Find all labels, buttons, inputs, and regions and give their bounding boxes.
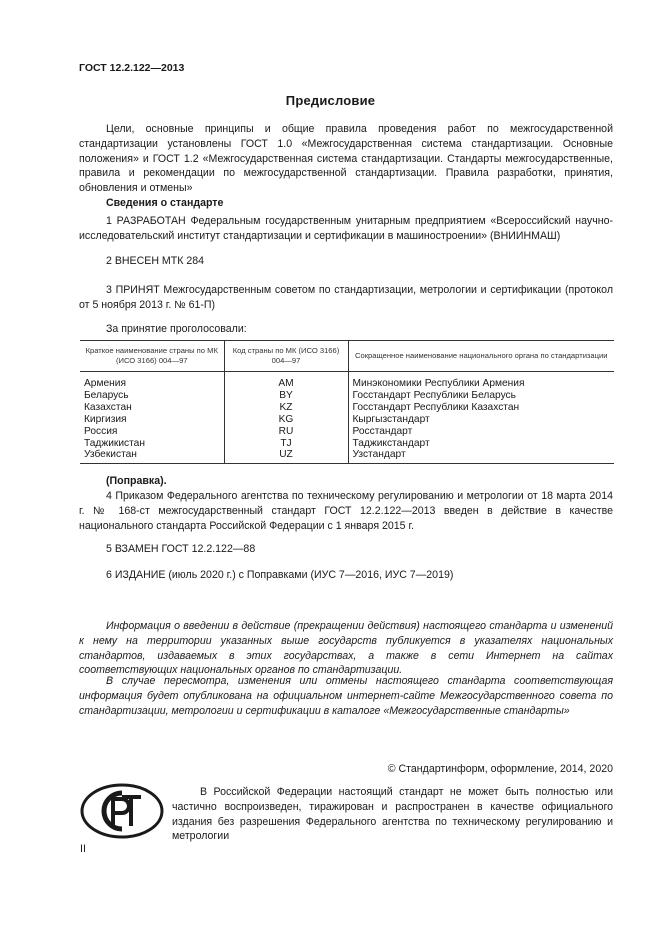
country-cell: Киргизия bbox=[84, 413, 127, 425]
code-cell: BY bbox=[224, 390, 348, 402]
intro-paragraph: Цели, основные принципы и общие правила проведения работ по межгосударственной стандартизации установлены ГОСТ 1.0 «Межгосударственная система стандартизации. Основные положения» и ГОСТ 1.2 «Межгосударственная система стандартизации. Стандарты межгосударственные, правила и рекомендации по межгосударственной стандартизации. Правила разработки, принятия, обновления и отмены» bbox=[79, 123, 613, 195]
item-1-developed: 1 РАЗРАБОТАН Федеральным государственным унитарным предприятием «Всероссийский научно-исследовательский институт стандартизации и сертификации в машиностроении» (ВНИИНМАШ) bbox=[79, 215, 613, 242]
item-3-adopted: 3 ПРИНЯТ Межгосударственным советом по стандартизации, метрологии и сертификации (протокол от 5 ноября 2013 г. № 61-П) bbox=[79, 284, 613, 311]
code-cell: KZ bbox=[224, 402, 348, 414]
body-cell: Госстандарт Республики Беларусь bbox=[348, 390, 614, 402]
body-cell: Госстандарт Республики Казахстан bbox=[348, 402, 614, 414]
table-row bbox=[80, 390, 614, 402]
country-cell: Таджикистан bbox=[84, 437, 145, 449]
table-row bbox=[80, 402, 614, 414]
body-cell: Таджикстандарт bbox=[348, 438, 614, 450]
code-cell: AM bbox=[224, 372, 348, 390]
code-cell: RU bbox=[224, 426, 348, 438]
table-row bbox=[80, 449, 614, 463]
page-number: II bbox=[80, 843, 86, 855]
country-cell: Беларусь bbox=[84, 389, 129, 401]
body-cell: Кыргызстандарт bbox=[348, 414, 614, 426]
table-row bbox=[80, 372, 614, 390]
rf-copyright-note: В Российской Федерации настоящий стандарт не может быть полностью или частично воспроизведен, тиражирован и распространен в качестве официального издания без разрешения Федерального агентства по техническому регулированию и метрологии bbox=[172, 786, 613, 843]
code-cell: TJ bbox=[224, 438, 348, 450]
code-cell: KG bbox=[224, 414, 348, 426]
table-header-code: Код страны по МК (ИСО 3166) 004—97 bbox=[224, 341, 348, 372]
item-5-replaces: 5 ВЗАМЕН ГОСТ 12.2.122—88 bbox=[106, 543, 256, 555]
table-row bbox=[80, 414, 614, 426]
table-row bbox=[80, 426, 614, 438]
info-paragraph-2: В случае пересмотра, изменения или отмены настоящего стандарта соответствующая информация будет опубликована на официальном интернет-сайте Межгосударственного совета по стандартизации, метрологии и сертификации в каталоге «Межгосударственные стандарты» bbox=[79, 675, 613, 717]
info-paragraph-1: Информация о введении в действие (прекращении действия) настоящего стандарта и изменений к нему на территории указанных выше государств публикуется в указателях национальных стандартов, издаваемых в этих государствах, а также в сети Интернет на сайтах соответствующих национальных органов по стандартизации. bbox=[79, 620, 613, 677]
copyright: © Стандартинформ, оформление, 2014, 2020 bbox=[387, 763, 613, 775]
section-title: Сведения о стандарте bbox=[106, 197, 224, 209]
table-header-body: Сокращенное наименование национального органа по стандартизации bbox=[348, 341, 614, 372]
country-cell: Армения bbox=[84, 378, 126, 389]
body-cell: Минэкономики Республики Армения bbox=[348, 372, 614, 390]
page-title: Предисловие bbox=[285, 93, 376, 108]
item-6-edition: 6 ИЗДАНИЕ (июль 2020 г.) с Поправками (ИУС 7—2016, ИУС 7—2019) bbox=[106, 569, 454, 581]
table-header-country: Краткое наименование страны по МК (ИСО 3166) 004—97 bbox=[80, 341, 224, 372]
body-cell: Узстандарт bbox=[348, 449, 614, 463]
voting-table bbox=[80, 340, 614, 464]
table-row bbox=[80, 438, 614, 450]
document-header: ГОСТ 12.2.122—2013 bbox=[79, 62, 185, 74]
body-cell: Росстандарт bbox=[348, 426, 614, 438]
item-2-submitted: 2 ВНЕСЕН МТК 284 bbox=[106, 255, 205, 267]
country-cell: Россия bbox=[84, 425, 118, 437]
country-cell: Узбекистан bbox=[84, 449, 137, 461]
country-cell: Казахстан bbox=[84, 401, 132, 413]
rst-logo-icon bbox=[79, 782, 165, 840]
voted-label: За принятие проголосовали: bbox=[106, 323, 247, 335]
amendment-label: (Поправка). bbox=[106, 475, 167, 487]
code-cell: UZ bbox=[224, 449, 348, 463]
item-4-order: 4 Приказом Федерального агентства по техническому регулированию и метрологии от 18 марта 2014 г. № 168-ст межгосударственный стандарт ГОСТ 12.2.122—2013 введен в действие в качестве национального стандарта Российской Федерации с 1 января 2015 г. bbox=[79, 490, 613, 532]
